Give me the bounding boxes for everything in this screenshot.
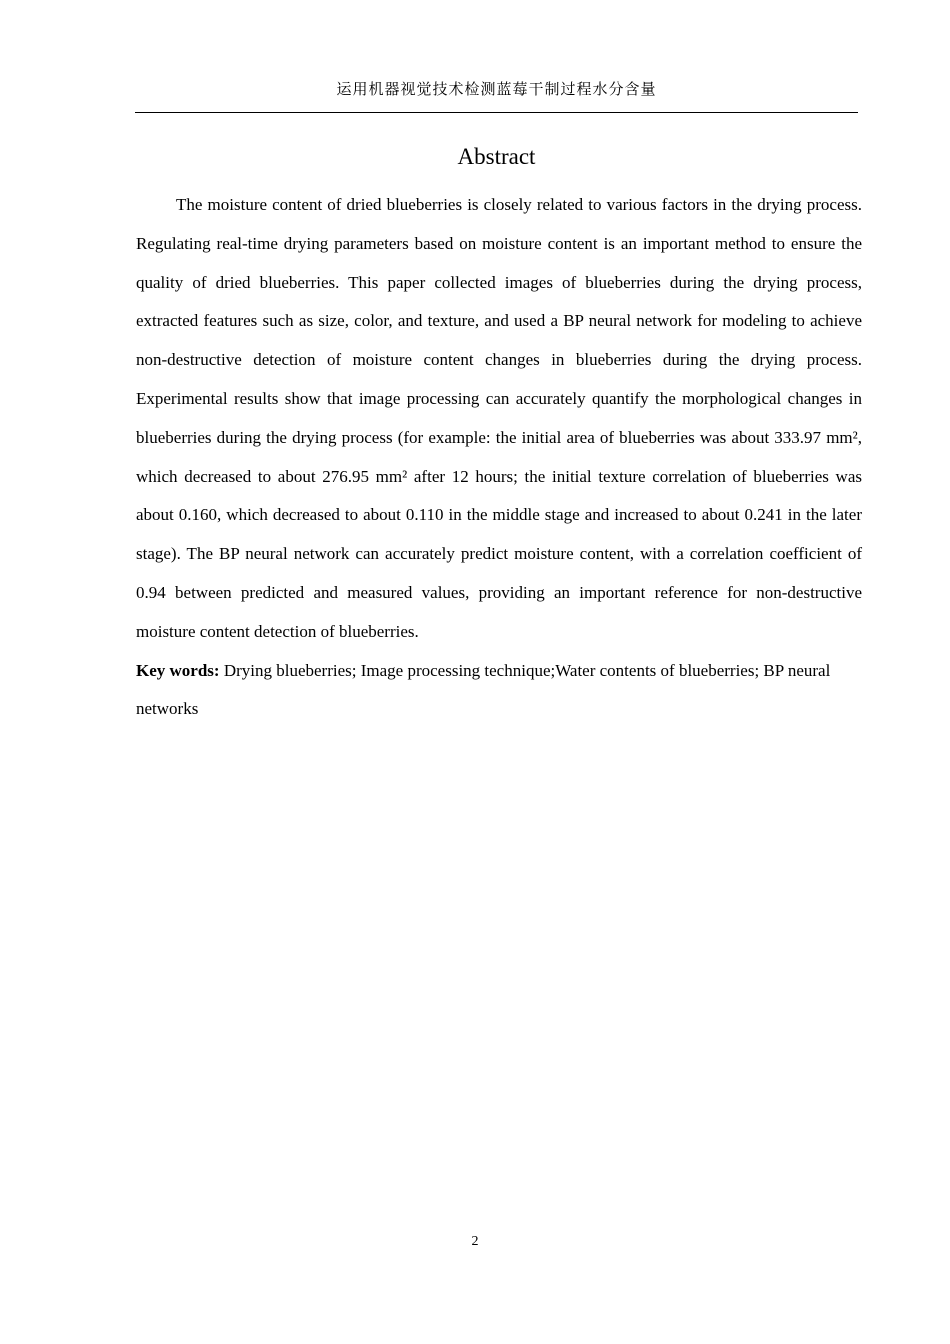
keywords-label: Key words: (136, 660, 220, 680)
page-header-chinese-title: 运用机器视觉技术检测蓝莓干制过程水分含量 (135, 78, 858, 113)
abstract-paragraph: The moisture content of dried blueberries is closely related to various factors in the drying process. Regulating real-time drying parameters based on moisture content is an important method to ensure the quality of dried blueberries. This paper collected images of blueberries during the drying process, extracted features such as size, color, and texture, and used a BP neural network for modeling to achieve non-destructive detection of moisture content changes in blueberries during the drying process. Experimental results show that image processing can accurately quantify the morphological changes in blueberries during the drying process (for example: the initial area of blueberries was about 333.97 mm², which decreased to about 276.95 mm² after 12 hours; the initial texture correlation of blueberries was about 0.160, which decreased to about 0.110 in the middle stage and increased to about 0.241 in the later stage). The BP neural network can accurately predict moisture content, with a correlation coefficient of 0.94 between predicted and measured values, providing an important reference for non-destructive moisture content detection of blueberries. (136, 195, 862, 641)
keywords-paragraph (136, 652, 862, 730)
keywords-text: Drying blueberries; Image processing technique;Water contents of blueberries; BP neural networks (136, 660, 831, 719)
page-number: 2 (471, 1234, 479, 1249)
abstract-content (136, 186, 862, 729)
abstract-heading: Abstract (457, 144, 536, 169)
